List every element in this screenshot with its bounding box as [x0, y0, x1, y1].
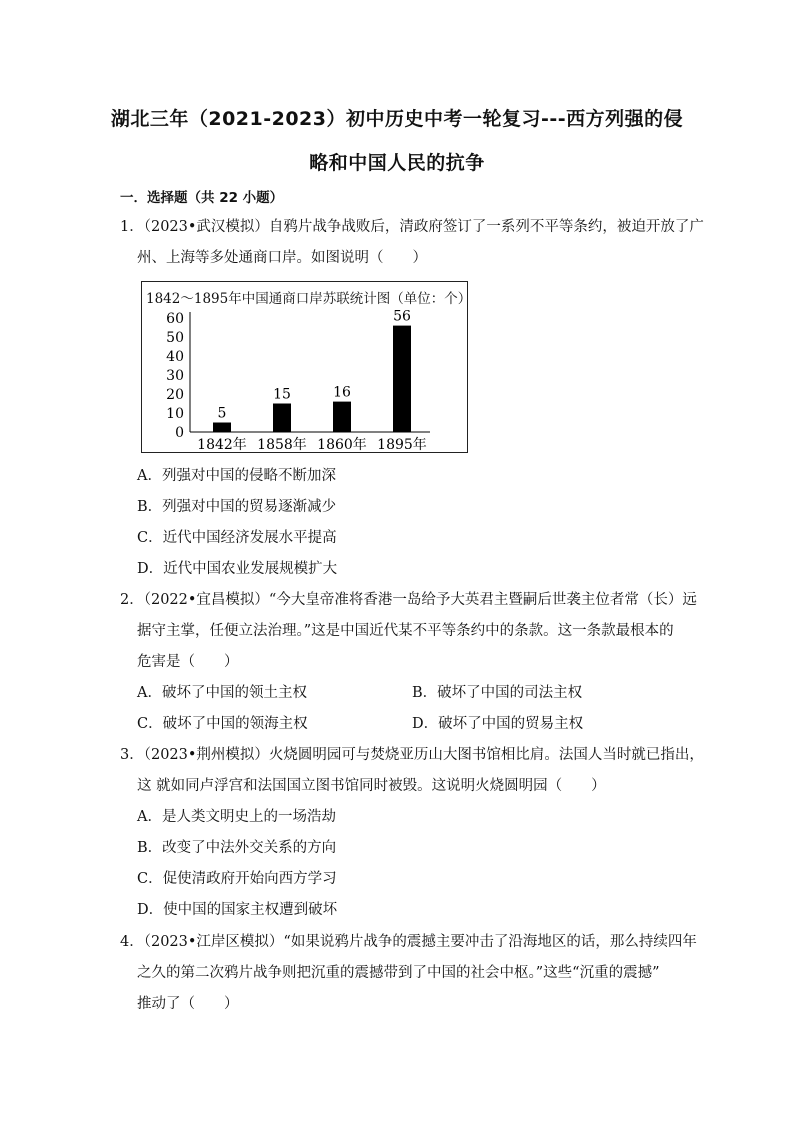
y-tick-label: 20: [166, 387, 184, 403]
port-count-chart: [141, 281, 472, 453]
bar: [393, 326, 411, 432]
x-tick-label: 1860年: [317, 437, 367, 452]
q1-line2: 州、上海等多处通商口岸。如图说明（ ）: [137, 250, 427, 266]
q4-line2: 之久的第二次鸦片战争则把沉重的震撼带到了中国的社会中枢。”这些“沉重的震撼”: [137, 965, 660, 981]
section-heading: 一．选择题（共 22 小题）: [120, 190, 284, 206]
q1-line1: 1．（2023•武汉模拟）自鸦片战争战败后，清政府签订了一系列不平等条约，被迫开放了广: [120, 219, 704, 235]
q3-line2: 这 就如同卢浮宫和法国国立图书馆同时被毁。这说明火烧圆明园（ ）: [137, 778, 606, 794]
q4-line1: 4．（2023•江岸区模拟）“如果说鸦片战争的震撼主要冲击了沿海地区的话，那么持续四年: [120, 934, 697, 950]
q1-option-d[interactable]: D．近代中国农业发展规模扩大: [137, 561, 338, 577]
q2-option-b[interactable]: B．破坏了中国的司法主权: [412, 685, 583, 701]
bar-value-label: 16: [333, 384, 351, 401]
q3-option-a[interactable]: A．是人类文明史上的一场浩劫: [137, 809, 336, 825]
q2-line2: 据守主掌，任便立法治理。”这是中国近代某不平等条约中的条款。这一条款最根本的: [137, 623, 674, 639]
x-tick-label: 1842年: [197, 437, 247, 452]
q3-option-c[interactable]: C．促使清政府开始向西方学习: [137, 871, 337, 887]
q2-line3: 危害是（ ）: [137, 654, 239, 670]
q1-option-a[interactable]: A．列强对中国的侵略不断加深: [137, 468, 336, 484]
q3-option-d[interactable]: D．使中国的国家主权遭到破坏: [137, 902, 338, 918]
q1-option-c[interactable]: C．近代中国经济发展水平提高: [137, 530, 337, 546]
q2-option-a[interactable]: A．破坏了中国的领土主权: [137, 685, 307, 701]
y-tick-label: 0: [175, 425, 184, 441]
q3-line1: 3．（2023•荆州模拟）火烧圆明园可与焚烧亚历山大图书馆相比肩。法国人当时就已指出，: [120, 747, 704, 763]
chart-svg: [142, 282, 467, 452]
bar: [213, 423, 231, 433]
q3-option-b[interactable]: B．改变了中法外交关系的方向: [137, 840, 337, 856]
bar-value-label: 56: [393, 308, 411, 325]
q2-option-c[interactable]: C．破坏了中国的领海主权: [137, 716, 308, 732]
bar: [333, 402, 351, 432]
bar: [273, 404, 291, 433]
bar-value-label: 15: [273, 386, 291, 403]
q4-line3: 推动了（ ）: [137, 996, 239, 1012]
q2-line1: 2．（2022•宜昌模拟）“今大皇帝准将香港一岛给予大英君主暨嗣后世袭主位者常（长）远: [120, 592, 697, 608]
y-tick-label: 40: [166, 349, 184, 365]
y-tick-label: 10: [166, 406, 184, 422]
q1-option-b[interactable]: B．列强对中国的贸易逐渐减少: [137, 499, 337, 515]
q2-option-d[interactable]: D．破坏了中国的贸易主权: [412, 716, 584, 732]
x-tick-label: 1895年: [377, 437, 427, 452]
y-tick-label: 60: [166, 311, 184, 327]
bar-value-label: 5: [217, 405, 227, 422]
y-tick-label: 30: [166, 368, 184, 384]
doc-title-line1: 湖北三年（2021-2023）初中历史中考一轮复习---西方列强的侵: [110, 108, 684, 130]
chart-title: 1842～1895年中国通商口岸苏联统计图（单位：个）: [146, 291, 472, 307]
y-tick-label: 50: [166, 330, 184, 346]
doc-title-line2: 略和中国人民的抗争: [309, 152, 485, 174]
x-tick-label: 1858年: [257, 437, 307, 452]
